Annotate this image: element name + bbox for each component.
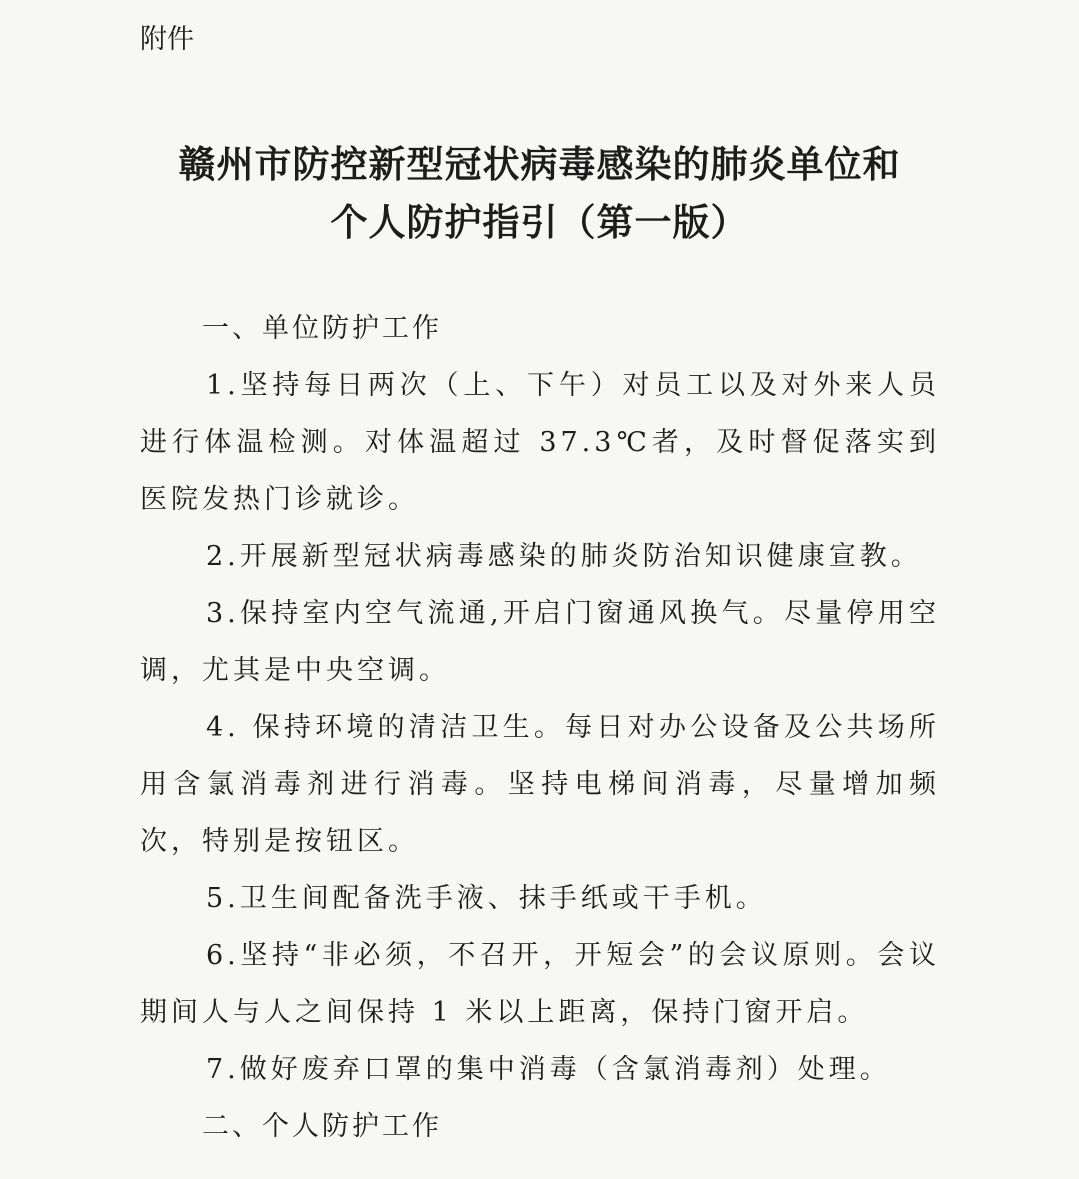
document-body xyxy=(140,300,940,1155)
attachment-label: 附件 xyxy=(140,24,194,55)
paragraph-item-1: 1.坚持每日两次（上、下午）对员工以及对外来人员进行体温检测。对体温超过 37.3℃者，及时督促落实到医院发热门诊就诊。 xyxy=(140,370,940,515)
paragraph-item-6: 6.坚持“非必须，不召开，开短会”的会议原则。会议期间人与人之间保持 1 米以上距离，保持门窗开启。 xyxy=(140,940,940,1028)
document-title-line-2: 个人防护指引（第一版） xyxy=(330,200,749,244)
paragraph-item-3: 3.保持室内空气流通,开启门窗通风换气。尽量停用空调，尤其是中央空调。 xyxy=(140,598,940,686)
paragraph-item-2: 2.开展新型冠状病毒感染的肺炎防治知识健康宣教。 xyxy=(206,541,922,572)
paragraph-item-5: 5.卫生间配备洗手液、抹手纸或干手机。 xyxy=(206,883,767,914)
section-heading-personal-protection: 二、个人防护工作 xyxy=(202,1111,442,1142)
section-heading-unit-protection: 一、单位防护工作 xyxy=(202,313,442,344)
paragraph-item-7: 7.做好废弃口罩的集中消毒（含氯消毒剂）处理。 xyxy=(206,1054,891,1085)
paragraph-item-4: 4. 保持环境的清洁卫生。每日对办公设备及公共场所用含氯消毒剂进行消毒。坚持电梯间消毒，尽量增加频次，特别是按钮区。 xyxy=(140,712,940,857)
document-title-line-1: 赣州市防控新型冠状病毒感染的肺炎单位和 xyxy=(178,142,901,186)
